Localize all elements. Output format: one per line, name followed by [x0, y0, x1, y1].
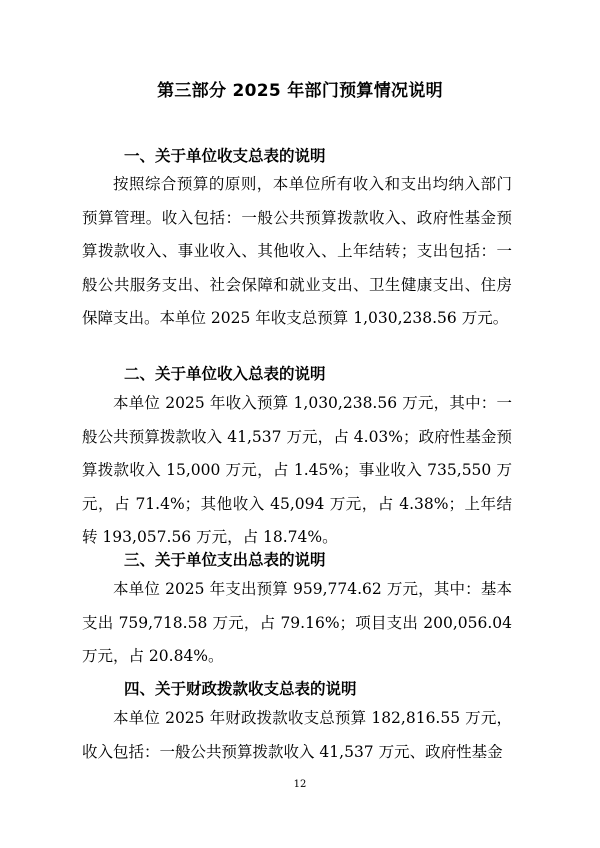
section-body-3: 本单位 2025 年支出预算 959,774.62 万元，其中：基本支出 759,718.58 万元，占 79.16%；项目支出 200,056.04 万元，占 20.84%。 — [82, 580, 512, 665]
page-title: 第三部分 2025 年部门预算情况说明 — [157, 81, 443, 101]
section-body-2: 本单位 2025 年收入预算 1,030,238.56 万元，其中：一般公共预算拨款收入 41,537 万元，占 4.03%；政府性基金预算拨款收入 15,000 万元，占 1.45%；事业收入 735,550 万元，占 71.4%；其他收入 45,094 万元，占 4.38%；上年结转 193,057.56 万元，占 18.74%。 — [82, 394, 512, 546]
section-body-1: 按照综合预算的原则，本单位所有收入和支出均纳入部门预算管理。收入包括：一般公共预算拨款收入、政府性基金预算拨款收入、事业收入、其他收入、上年结转；支出包括：一般公共服务支出、社会保障和就业支出、卫生健康支出、住房保障支出。本单位 2025 年收支总预算 1,030,238.56 万元。 — [82, 175, 512, 327]
section-heading-4: 四、关于财政拨款收支总表的说明 — [124, 680, 357, 698]
section-heading-1: 一、关于单位收支总表的说明 — [124, 147, 326, 165]
section-body-4: 本单位 2025 年财政拨款收支总预算 182,816.55 万元，收入包括：一般公共预算拨款收入 41,537 万元、政府性基金 — [82, 709, 512, 761]
page-number: 12 — [293, 779, 307, 790]
section-heading-3: 三、关于单位支出总表的说明 — [124, 551, 326, 569]
section-heading-2: 二、关于单位收入总表的说明 — [124, 365, 326, 383]
